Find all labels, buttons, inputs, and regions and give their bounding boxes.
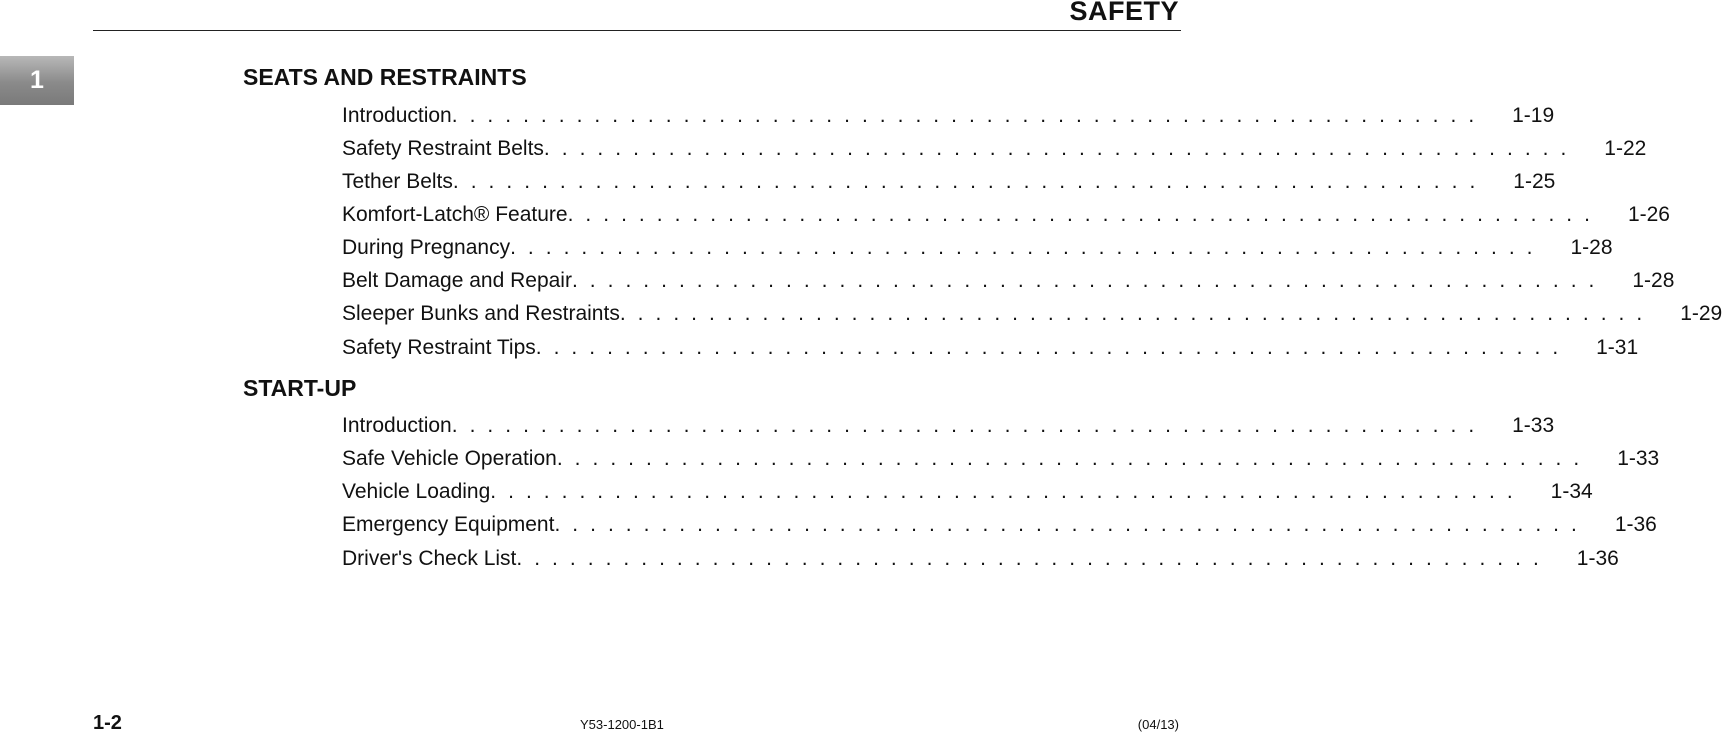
toc-entry-title: Emergency Equipment — [342, 513, 555, 536]
toc-entry-title: Driver's Check List — [342, 547, 517, 570]
toc-entry-title: Sleeper Bunks and Restraints — [342, 302, 620, 325]
toc-dot-leader: .......................................................... — [535, 336, 1571, 359]
toc-entry-title: During Pregnancy — [342, 236, 511, 259]
toc-entry-page: 1-31 — [1596, 336, 1639, 359]
toc-entry-title: Komfort-Latch® Feature — [342, 203, 568, 226]
toc-entry-page: 1-28 — [1570, 236, 1613, 259]
toc-dot-leader: .......................................................... — [567, 203, 1602, 226]
section-heading-seats-and-restraints: SEATS AND RESTRAINTS — [243, 64, 527, 90]
toc-dot-leader: .......................................................... — [452, 170, 1488, 193]
toc-entry-title: Vehicle Loading — [342, 480, 491, 503]
toc-entry-title: Introduction — [342, 104, 452, 127]
toc-entry[interactable] — [342, 547, 1619, 575]
toc-entry[interactable] — [342, 203, 1670, 231]
toc-entry-page: 1-36 — [1614, 513, 1657, 536]
toc-entry-page: 1-19 — [1512, 104, 1555, 127]
toc-entry-title: Belt Damage and Repair — [342, 269, 572, 292]
toc-dot-leader: .......................................................... — [510, 236, 1545, 259]
toc-entry[interactable] — [342, 170, 1556, 198]
toc-entry-page: 1-22 — [1604, 137, 1647, 160]
header-divider — [93, 30, 1181, 31]
footer-date: (04/13) — [1137, 717, 1179, 732]
toc-entry-page: 1-25 — [1513, 170, 1556, 193]
toc-entry[interactable] — [342, 480, 1593, 508]
toc-entry[interactable] — [342, 447, 1660, 475]
toc-dot-leader: .......................................................... — [490, 480, 1525, 503]
toc-entry-title: Safety Restraint Tips — [342, 336, 536, 359]
toc-dot-leader: .......................................................... — [451, 414, 1487, 437]
toc-entry[interactable] — [342, 302, 1722, 330]
toc-entry-page: 1-34 — [1550, 480, 1593, 503]
toc-dot-leader: .......................................................... — [451, 104, 1487, 127]
toc-dot-leader: .......................................................... — [543, 137, 1579, 160]
toc-entry-title: Tether Belts — [342, 170, 453, 193]
toc-entry-page: 1-26 — [1627, 203, 1670, 226]
toc-dot-leader: .......................................................... — [571, 269, 1607, 292]
toc-entry-page: 1-33 — [1512, 414, 1555, 437]
toc-dot-leader: .......................................................... — [516, 547, 1551, 570]
toc-entry[interactable] — [342, 336, 1639, 364]
toc-entry-title: Safety Restraint Belts — [342, 137, 544, 160]
page-header-title: SAFETY — [1069, 0, 1179, 26]
toc-entry[interactable] — [342, 137, 1647, 165]
toc-entry[interactable] — [342, 269, 1675, 297]
section-heading-start-up: START-UP — [243, 375, 357, 401]
footer-page-number: 1-2 — [93, 712, 122, 734]
toc-entry-page: 1-36 — [1576, 547, 1619, 570]
chapter-tab[interactable]: 1 — [0, 56, 74, 105]
toc-entry-title: Safe Vehicle Operation — [342, 447, 557, 470]
toc-entry-title: Introduction — [342, 414, 452, 437]
toc-entry-page: 1-29 — [1680, 302, 1722, 325]
toc-entry[interactable] — [342, 414, 1555, 442]
toc-entry-page: 1-33 — [1617, 447, 1660, 470]
footer-document-code: Y53-1200-1B1 — [580, 717, 664, 732]
toc-dot-leader: .......................................................... — [556, 447, 1592, 470]
toc-dot-leader: .......................................................... — [619, 302, 1655, 325]
toc-entry[interactable] — [342, 236, 1613, 264]
toc-entry[interactable] — [342, 104, 1555, 132]
toc-entry[interactable] — [342, 513, 1657, 541]
toc-entry-page: 1-28 — [1632, 269, 1675, 292]
toc-dot-leader: .......................................................... — [554, 513, 1589, 536]
